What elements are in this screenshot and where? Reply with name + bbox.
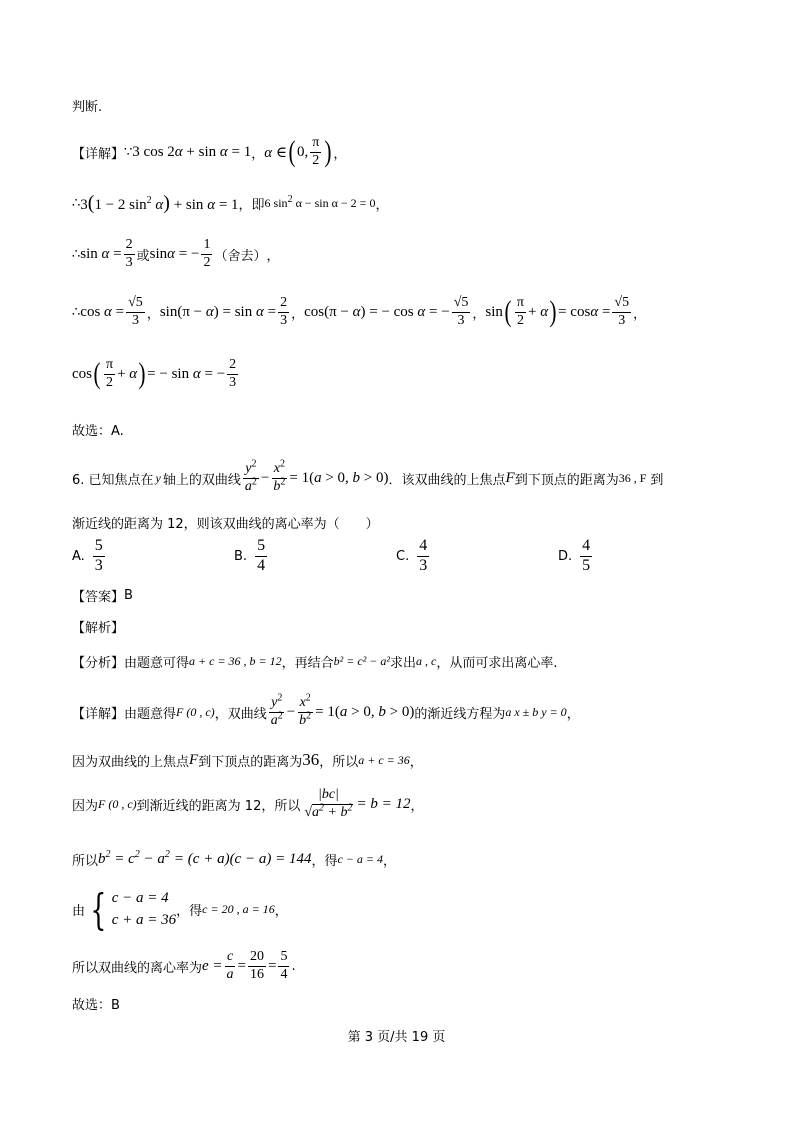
question-text: 渐近线的距离为 12，则该双曲线的离心率为（ ）: [72, 517, 379, 532]
detail2-line-4: [72, 850, 396, 869]
fraction: $\frac{c}{a}$: [226, 949, 234, 982]
fraction: $\frac{|bc|}{√a^2 + b^2}$: [304, 787, 353, 820]
text: 故选：A.: [72, 424, 124, 439]
text: 故选：B: [72, 998, 120, 1013]
question-6-line-2: [72, 513, 379, 532]
question-text: 轴上的双曲线: [162, 472, 241, 488]
option-label: B.: [234, 548, 248, 564]
math-expression: = 1(a > 0, b > 0): [315, 703, 415, 720]
math-expression: α ∈: [264, 144, 287, 161]
math-expression: =: [237, 957, 247, 974]
answer-value: B: [124, 588, 133, 603]
math-expression: cos α =: [80, 303, 125, 320]
comma: ，: [472, 306, 486, 322]
math-expression: = cosα =: [558, 303, 611, 320]
question-text: 到: [650, 472, 664, 488]
question-text: 到下顶点的距离为: [514, 472, 619, 488]
detail-line-5: [72, 358, 240, 390]
answer-choice-line-b: [72, 994, 120, 1013]
math-expression: a , c: [416, 654, 437, 668]
detail-line-2: [72, 192, 388, 215]
math-expression: sin: [485, 303, 503, 320]
detail-label: 【详解】: [72, 146, 125, 162]
comma: ，: [333, 146, 347, 162]
fraction: $\frac{5}{3}$: [94, 537, 103, 574]
math-expression: b² = c² − a²: [333, 654, 390, 668]
math-expression: −: [260, 469, 270, 486]
detail-label: 【详解】: [72, 706, 125, 722]
math-expression: sinα = −: [149, 245, 200, 262]
math-expression: = 1(a > 0, b > 0): [289, 469, 389, 486]
math-expression: c − a = 4: [337, 852, 384, 866]
text: ，双曲线: [214, 706, 267, 722]
fraction: $\frac{x^2}{b^2}$: [273, 458, 286, 494]
option-b: [234, 538, 269, 575]
detail2-line-6: [72, 950, 296, 982]
fraction: $\frac{5}{4}$: [257, 537, 266, 574]
comma: ，: [633, 306, 647, 322]
detail2-line-3: [72, 788, 424, 820]
math-expression: F (0 , c): [176, 704, 215, 719]
detail-line-1: [72, 136, 346, 168]
analysis-label-line: [72, 617, 124, 636]
option-label: C.: [396, 548, 410, 564]
text: 由题意得: [124, 706, 177, 722]
fraction: $\frac{√5}{3}$: [614, 295, 630, 328]
math-expression: 0,: [296, 143, 309, 160]
brace: {: [90, 884, 107, 934]
text: ，: [274, 904, 288, 920]
question-text: 6. 已知焦点在: [72, 472, 154, 488]
fenxi-label: 【分析】: [72, 656, 125, 671]
fraction: $\frac{√5}{3}$: [453, 295, 469, 328]
math-expression: + α: [528, 303, 549, 320]
fraction: $\frac{√5}{3}$: [128, 295, 143, 328]
math-expression: cos: [72, 365, 92, 382]
math-expression: c = 20 , a = 16: [202, 902, 275, 917]
math-expression: sin(π − α) = sin α =: [159, 303, 277, 320]
fraction: $\frac{\pi}{2}$: [106, 357, 114, 390]
math-expression: sin α =: [80, 245, 122, 262]
text: ，所以: [319, 754, 359, 770]
text-line: [72, 96, 102, 115]
answer-choice-line: [72, 420, 124, 439]
text: （舍去）: [214, 248, 267, 264]
question-6-line-1: [72, 458, 664, 494]
detail2-line-2: [72, 750, 423, 770]
comma: ，: [146, 306, 160, 322]
math-expression: 3(1 − 2 $\sin^2 \alpha) + \sin \alpha = 1$: [80, 192, 239, 214]
math-var: F: [189, 751, 199, 768]
text: ，即: [238, 198, 265, 213]
math-expression: cos(π − α) = − cos α = −: [304, 303, 450, 320]
fraction: $\frac{5}{4}$: [280, 949, 288, 982]
option-label: A.: [72, 548, 85, 564]
text: 到下顶点的距离为: [198, 754, 303, 770]
math-expression: e =: [202, 957, 223, 974]
fraction: $\frac{y^2}{a^2}$: [270, 692, 283, 728]
text: 由: [72, 904, 86, 920]
paren: ): [549, 295, 557, 329]
math-var: y: [155, 470, 161, 485]
math-expression: 36 , F: [618, 470, 647, 485]
paren: ): [138, 357, 146, 391]
option-label: D.: [558, 548, 573, 564]
comma: ，: [251, 146, 265, 162]
math-expression: = (c + a)(c − a) = 144: [173, 851, 312, 867]
math-expression: a + c = 36: [358, 752, 410, 767]
fraction: $\frac{\pi}{2}$: [516, 295, 524, 328]
analysis-label: 【解析】: [72, 621, 125, 636]
detail2-line-5: [72, 884, 288, 934]
math-expression: a + c = 36 , b = 12: [189, 654, 282, 668]
fraction: $\frac{2}{3}$: [229, 357, 237, 390]
text: ，得: [311, 854, 338, 869]
math-expression: F (0 , c): [98, 796, 137, 811]
math-number: 36: [302, 750, 320, 769]
text: ，从而可求出离心率.: [436, 656, 558, 671]
equation-system: c − a = 4 c + a = 36: [111, 890, 177, 928]
paren: (: [288, 135, 296, 169]
question-text: ．该双曲线的上焦点: [388, 472, 506, 488]
therefore-symbol: ∴: [72, 196, 81, 211]
fraction: $\frac{2}{3}$: [125, 237, 133, 270]
math-expression: + α: [117, 365, 138, 382]
answer-line: [72, 586, 133, 605]
comma: ，: [266, 248, 280, 264]
detail-line-3: [72, 238, 280, 270]
text: 所以: [72, 854, 99, 869]
option-d: [558, 538, 594, 575]
math-expression: 6 $\sin^2 \alpha - \sin \alpha - 2 = 0$: [264, 194, 376, 210]
text: ，: [383, 854, 397, 869]
fraction: $\frac{20}{16}$: [250, 949, 265, 982]
fenxi-line: [72, 652, 557, 671]
text: ，: [410, 798, 424, 814]
text: 因为双曲线的上焦点: [72, 754, 190, 770]
paren: (: [93, 357, 101, 391]
math-expression: 3 cos 2α + sin α = 1: [132, 143, 252, 160]
math-expression: a x ± b y = 0: [505, 704, 567, 719]
text: 求出: [390, 656, 417, 671]
text: 由题意可得: [124, 656, 190, 671]
paren: (: [504, 295, 512, 329]
detail2-line-1: [72, 692, 580, 728]
option-a: [72, 538, 107, 575]
text: .: [291, 958, 296, 974]
fraction: $\frac{4}{5}$: [582, 537, 591, 574]
fraction: $\frac{\pi}{2}$: [312, 135, 320, 168]
page-footer: 第 3 页/共 19 页: [347, 1030, 446, 1045]
therefore-symbol: ∴: [72, 246, 81, 262]
comma: ，: [375, 198, 389, 213]
math-expression: −: [286, 703, 296, 720]
text: 到渐近线的距离为 12，所以: [136, 798, 301, 814]
math-expression: =: [268, 957, 277, 974]
text: 所以双曲线的离心率为: [72, 960, 203, 976]
detail-line-4: [72, 296, 646, 328]
fraction: $\frac{y^2}{a^2}$: [244, 458, 257, 494]
option-c: [396, 538, 431, 575]
therefore-symbol: ∴: [72, 304, 81, 320]
paren: ): [324, 135, 332, 169]
answer-label: 【答案】: [72, 590, 125, 605]
text: 因为: [72, 798, 99, 814]
text: 判断.: [72, 100, 103, 115]
math-expression: = b = 12: [356, 795, 411, 812]
fraction: $\frac{2}{3}$: [280, 295, 288, 328]
text: 的渐近线方程为: [414, 706, 506, 722]
fraction: $\frac{x^2}{b^2}$: [299, 692, 312, 728]
comma: ，: [291, 306, 305, 322]
text: ，: [566, 706, 580, 722]
text: ，得: [176, 904, 203, 920]
math-var: F: [505, 469, 515, 486]
text: 或: [136, 248, 150, 264]
math-expression: = − sin α = −: [147, 365, 226, 382]
text: ，: [409, 754, 423, 770]
math-expression: $b^2 = c^2 - a^2$: [98, 849, 170, 867]
fraction: $\frac{1}{2}$: [203, 237, 211, 270]
text: ，再结合: [281, 656, 334, 671]
because-symbol: ∵: [124, 144, 133, 160]
fraction: $\frac{4}{3}$: [419, 537, 428, 574]
